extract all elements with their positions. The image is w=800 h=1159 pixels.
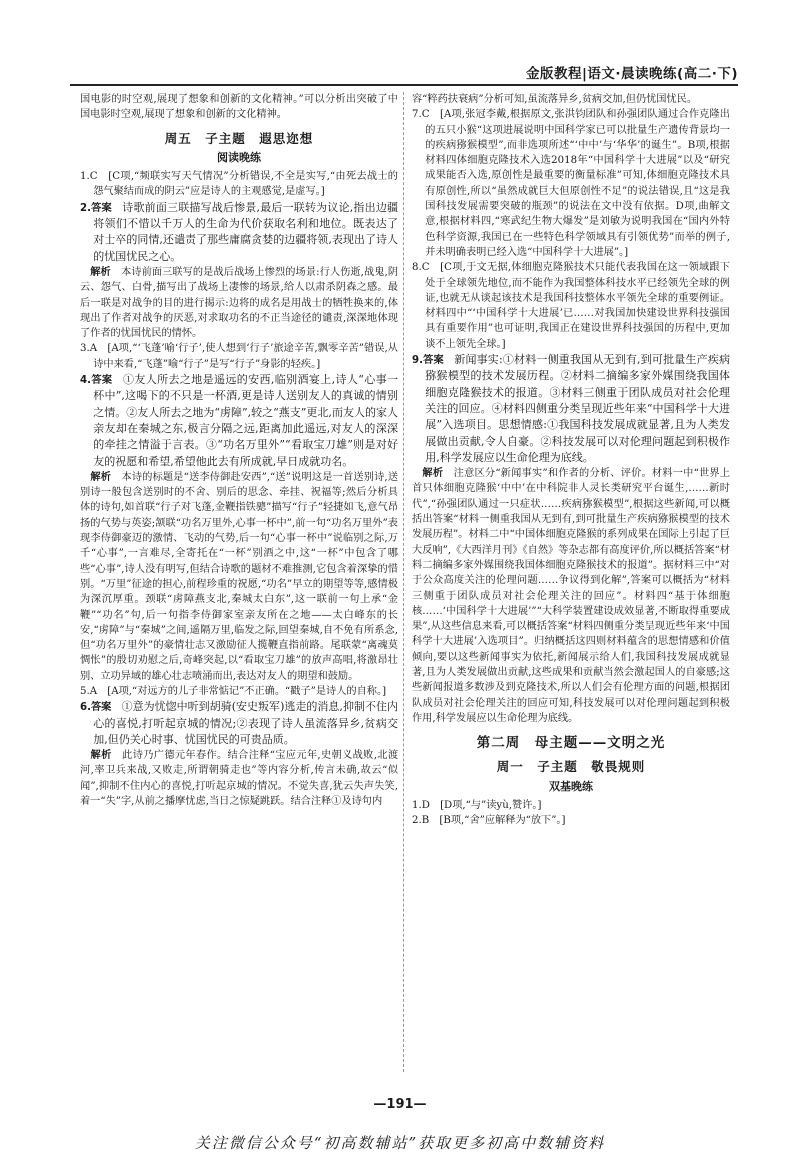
answer-item-9 <box>412 352 730 466</box>
column-divider <box>403 92 404 1072</box>
answer-item-7: 7.C [A项,张冠李戴,根据原文,张洪钧团队和孙强团队通过合作克隆出的五只小猴“这项进展说明中国科学家已可以批量生产遗传背景均一的疾病猕猴模型”,而非选项所述“‘中中’与‘华华’的诞生”。B项,根据材料四体细胞克隆技术入选2018年“中国科学十大进展”以及“研究成果能否入选,原创性是最重要的衡量标准”可知,体细胞克隆技术具有原创性,所以“虽然成就巨大但原创性不足”的说法错误,且“这是我国科技发展需要突破的瓶颈”的说法在文中没有依据。D项,曲解文意,根据材料四,“寒武纪生物大爆发”是刘敏为说明我国在“国内外特色科学资源,我国已在一些特色科学领域具有引领优势”而举的例子,并未明确表明已经入选“中国科学十大进展”。] <box>412 109 730 258</box>
answer-item-1: 1.C [C项,“频联实写天气情况”分析错误,不全是实写,“由死去战士的怨气聚结而成的阴云”应是诗人的主观感觉,是虚写。] <box>80 171 398 198</box>
analysis-text: 本诗的标题是“送李侍御赴安西”,“送”说明这是一首送别诗,送别诗一般包含送别时的不舍、别后的思念、牵挂、祝福等;然后分析具体的诗句,如首联“行子对飞蓬,金鞭指铁骢”描写“行子”轻捷如飞,意气昂扬的气势与英姿;颔联“功名万里外,心事一杯中”,前一句“功名万里外”表现李侍御豪迈的激情、飞动的气势,后一句“心事一杯中”说临别之际,万千“心事”,一言难尽,全寄托在“一杯”别酒之中,这“一杯”中包含了哪些“心事”,诗人没有明写,但结合诗歌的题材不难推测,它包含着深挚的惜别。“万里”征途的担心,前程珍重的祝愿,“功名”早立的期望等等,感情极为深沉厚重。颈联“虏障燕支北,秦城太白东”,这一联前一句上承“金鞭”“功名”句,后一句指李侍御家室亲友所在之地——太白峰东的长安,“虏障”与“秦城”之间,遥隔万里,临发之际,回望秦城,自不免有所系念,但“功名万里外”的豪情壮志又激励征人揽鞭直指前路。尾联蒙“离魂莫惆怅”的殷切劝慰之后,奇峰突起,以“看取宝刀雄”的放声高唱,将激昂壮别、立功异域的雄心壮志喷涌而出,表达对友人的期望和鼓励。 <box>80 471 398 682</box>
left-column <box>80 92 398 1092</box>
analysis-text: 注意区分“新闻事实”和作者的分析、评价。材料一中“世界上首只体细胞克隆猴‘中中’在中科院非人灵长类研究平台诞生,……新时代”,“孙强团队通过一只症状……疾病猕猴模型”,根据这些新闻,可以概括出答案“材料一侧重我国从无到有,到可批量生产疾病猕猴模型的技术发展历程”。材料二中“中国体细胞克隆猴的系列成果在国际上引起了巨大反响”,《大西洋月刊》《自然》等杂志都有高度评价,所以概括答案“材料二摘编多家外媒围绕我国体细胞克隆猴技术的报道”。据材料三中“对于公众高度关注的伦理问题……争议得到化解”,答案可以概括为“材料三侧重于团队成员对社会伦理关注的回应”。材料四“基于体细胞核……‘中国科学十大进展’”“大科学装置建设成效显著,不断取得重要成果”,从这些信息来看,可以概括答案“材料四侧重分类呈现近些年来‘中国科学十大进展’入选项目”。归纳概括这四则材料蕴含的思想情感和价值倾向,要以这些新闻事实为依托,新闻展示给人们,我国科技发展成就显著,且为人类发展做出贡献,这些成果和贡献当然会激起国人的自豪感;这些新闻报道多数涉及到克隆技术,所以人们会有伦理方面的问题,根据团队成员对社会伦理关注的回应可知,科技发展可以对伦理问题起到积极作用,科学发展应以生命伦理为底线。 <box>412 468 730 724</box>
analysis-text: 本诗前面三联写的是战后战场上惨烈的场景:行人伤逝,战鬼,阴云、怨气、白骨,描写出了战场上凄惨的场景,给人以肃杀阴森之感。最后一联是对战争的目的进行揭示:边将的成名是用战士的牺牲换来的,体现出了作者对战争的厌恶,对求取功名的不正当途径的谴责,深深地体现了作者的忧国忧民的情怀。 <box>80 266 398 340</box>
analysis-4 <box>80 470 398 684</box>
analysis-label: 解析 <box>90 471 112 483</box>
page-header <box>70 62 738 86</box>
answer-item-4 <box>80 372 398 470</box>
answer-item-6 <box>80 699 398 748</box>
footer-notice: 关注微信公众号“初高数辅站”获取更多初高中数辅资料 <box>194 1134 606 1152</box>
practice-answer-2: 2.B [B项,“舍”应解释为“放下”。] <box>412 815 566 827</box>
analysis-6-continued: 容“粹药扶衰病”分析可知,虽流落异乡,贫病交加,但仍忧国忧民。 <box>412 94 698 105</box>
day-title: 周一 子主题 敬畏规则 <box>496 759 646 775</box>
practice-title: 双基晚练 <box>549 779 593 793</box>
analysis-text: 此诗乃广德元年春作。结合注释“宝应元年,史朝义战败,北渡河,率卫兵来战,又败走,所谓朝骑走也”等内容分析,传言未确,故云“似闻”,抑制不住内心的喜悦,打听起京城的情况。不觉失喜,犹云失声失笑,着一“失”字,从前之播摩忧虑,当日之惊疑跳跃。结合注释①及诗句内 <box>80 750 398 808</box>
analysis-2 <box>80 265 398 341</box>
answer-text: ①友人所去之地是遥远的安西,临别酒宴上,诗人“心事一杯中”,这喝下的不只是一杯酒,更是诗人送别友人的真诚的情别之情。②友人所去之地为“虏障”,较之“燕支”更北,而友人的家人亲友却在秦城之东,极言分隔之远,距离加此遥远,对友人的深深的牵挂之情溢于言表。③“功名万里外”“看取宝刀雄”则是对好友的祝愿和希望,希望他此去有所成就,早日成就功名。 <box>93 373 398 468</box>
section-subtitle: 阅读晚练 <box>217 150 261 164</box>
practice-answer-1: 1.D [D项,“与”读yù,赞许。] <box>412 800 542 812</box>
analysis-9 <box>412 466 730 726</box>
answer-item-3: 3.A [A项,“‘飞蓬’喻‘行子’,使人想到‘行子’旅途辛苦,飘零辛苦”错误,从诗中来看,“飞蓬”喻“行子”是写“行子”身影的轻疾。] <box>80 343 398 370</box>
answer-label: 4.答案 <box>80 375 113 387</box>
answer-text: 新闻事实:①材料一侧重我国从无到有,到可批量生产疾病猕猴模型的技术发展历程。②材料二摘编多家外媒围绕我国体细胞克隆猴技术的报道。③材料三侧重于团队成员对社会伦理关注的回应。④材料四侧重分类呈现近些年来“中国科学十大进展”入选项目。思想情感:①我国科技发展成就显著,且为人类发展做出贡献,令人自豪。②科技发展可以对伦理问题起到积极作用,科学发展应以生命伦理为底线。 <box>425 353 730 464</box>
section-title: 周五 子主题 遐思迩想 <box>164 130 314 146</box>
header-title: 金版教程|语文·晨读晚练(高二·下) <box>525 66 738 82</box>
answer-label: 2.答案 <box>80 202 112 214</box>
answer-text: 诗歌前面三联描写战后惨景,最后一联转为议论,指出边疆将领们不惜以千万人的生命为代价获取名利和地位。既表达了对士卒的同情,还谴责了那些庸腐贪婪的边疆将领,表现出了诗人的忧国忧民之心。 <box>93 200 398 263</box>
week-title: 第二周 母主题——文明之光 <box>476 735 666 752</box>
answer-item-5: 5.A [A项,“对远方的儿子非常惦记”不正确。“戳子”是诗人的自称。] <box>80 685 387 697</box>
right-column <box>412 92 730 1092</box>
answer-text: ①意为忧惚中听到胡骑(安史叛军)逃走的消息,抑制不住内心的喜悦,打听起京城的情况;②表现了诗人虽流落异乡,贫病交加,但仍关心时事、忧国忧民的可贵品质。 <box>93 700 398 746</box>
answer-label: 6.答案 <box>80 702 112 714</box>
intro-paragraph: 国电影的时空观,展现了想象和创新的文化精神。”可以分析出突破了中国电影时空观,展现了想象和创新的文化精神。 <box>80 94 398 121</box>
answer-item-8: 8.C [C项,于文无据,体细胞克隆猴技术只能代表我国在这一领域跟下处于全球领先地位,而不能作为我国整体科技水平已经领先全球的例证,也就无从谈起该技术是我国科技整体水平领先全球的重要例证。材料四中“‘中国科学十大进展’已……对我国加快建设世界科技强国具有重要作用”也可证明,我国正在建设世界科技强国的历程中,更加谈不上领先全球。] <box>412 262 730 350</box>
analysis-label: 解析 <box>422 468 444 480</box>
answer-label: 9.答案 <box>412 355 444 367</box>
analysis-label: 解析 <box>90 750 112 762</box>
answer-item-2 <box>80 200 398 265</box>
analysis-label: 解析 <box>90 266 111 278</box>
page-number: —191— <box>373 1097 427 1112</box>
analysis-6 <box>80 748 398 809</box>
